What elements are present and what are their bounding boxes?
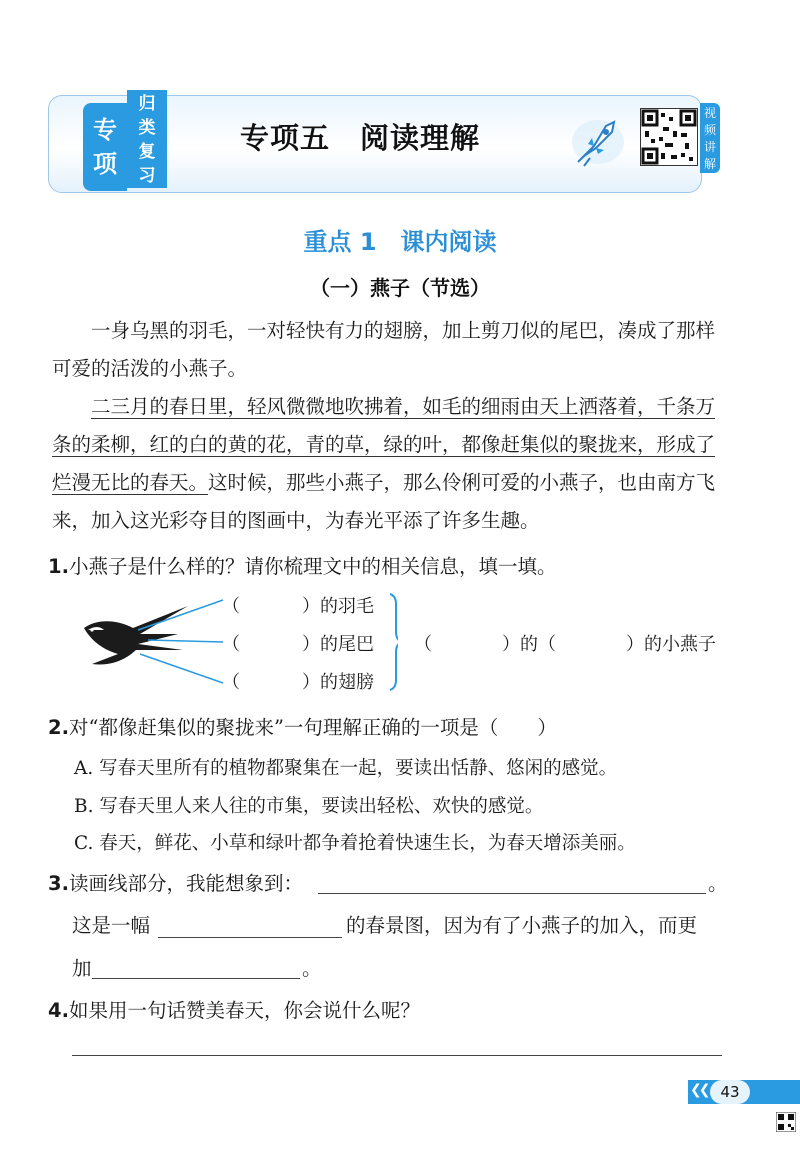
diagram-row-2: （ ）的尾巴 bbox=[222, 634, 374, 655]
video-label: 视 频 讲 解 bbox=[700, 103, 720, 173]
period-3c: 。 bbox=[302, 957, 322, 980]
qr-code[interactable] bbox=[640, 108, 698, 166]
answer-line-3c[interactable] bbox=[92, 978, 300, 979]
question-3-line2a: 这是一幅 bbox=[72, 914, 151, 937]
diagram-result: （ ）的（ ）的小燕子 bbox=[414, 634, 716, 655]
page-number: 43 bbox=[710, 1080, 750, 1104]
underlined-sentence: 二三月的春日里，轻风微微地吹拂着，如毛的细雨由天上洒落着，千条万条的柔柳，红的白的黄的花，青的草，绿的叶，都像赶集似的聚拢来，形成了烂漫无比的春天。 bbox=[52, 395, 716, 494]
answer-line-3b[interactable] bbox=[158, 937, 342, 938]
answer-line-4[interactable] bbox=[72, 1055, 722, 1056]
diagram-row-3: （ ）的翅膀 bbox=[222, 672, 374, 693]
question-2: 2.对“都像赶集似的聚拢来”一句理解正确的一项是（ ） bbox=[48, 716, 557, 739]
swallow-icon bbox=[84, 606, 188, 664]
question-4: 4.如果用一句话赞美春天，你会说什么呢？ bbox=[48, 999, 420, 1022]
badge-side: 归 类 复 习 bbox=[127, 90, 167, 188]
rocket-icon bbox=[568, 112, 628, 172]
option-b[interactable]: B. 写春天里人来人往的市集，要读出轻松、欢快的感觉。 bbox=[74, 796, 544, 817]
small-qr-icon bbox=[776, 1112, 796, 1132]
question-3-line2b: 的春景图，因为有了小燕子的加入，而更 bbox=[346, 914, 698, 937]
badge-main: 专 项 bbox=[83, 103, 127, 191]
qr-code-icon bbox=[641, 109, 697, 165]
answer-line-3a[interactable] bbox=[318, 893, 706, 894]
option-a[interactable]: A. 写春天里所有的植物都聚集在一起，要读出恬静、悠闲的感觉。 bbox=[74, 758, 618, 779]
page-arrows-icon: ❮❮ bbox=[690, 1082, 708, 1098]
passage-paragraph-1: 一身乌黑的羽毛，一对轻快有力的翅膀，加上剪刀似的尾巴，凑成了那样可爱的活泼的小燕子。 bbox=[52, 319, 716, 380]
diagram-row-1: （ ）的羽毛 bbox=[222, 596, 374, 617]
question-3-line3a: 加 bbox=[72, 957, 92, 980]
page-title: 专项五 阅读理解 bbox=[240, 121, 481, 155]
passage-paragraph-2-rest: 这时候，那些小燕子，那么伶俐可爱的小燕子，也由南方飞来，加入这光彩夺目的图画中，为春光平添了许多生趣。 bbox=[52, 471, 716, 532]
question-3: 3.读画线部分，我能想象到： bbox=[48, 872, 303, 895]
period-3a: 。 bbox=[708, 872, 728, 895]
option-c[interactable]: C. 春天，鲜花、小草和绿叶都争着抢着快速生长，为春天增添美丽。 bbox=[74, 833, 636, 854]
passage-title: （一）燕子（节选） bbox=[310, 276, 490, 300]
passage-paragraph-2 bbox=[52, 388, 732, 540]
question-1: 1.小燕子是什么样的？请你梳理文中的相关信息，填一填。 bbox=[48, 555, 557, 578]
section-title: 重点 1 课内阅读 bbox=[303, 228, 497, 256]
